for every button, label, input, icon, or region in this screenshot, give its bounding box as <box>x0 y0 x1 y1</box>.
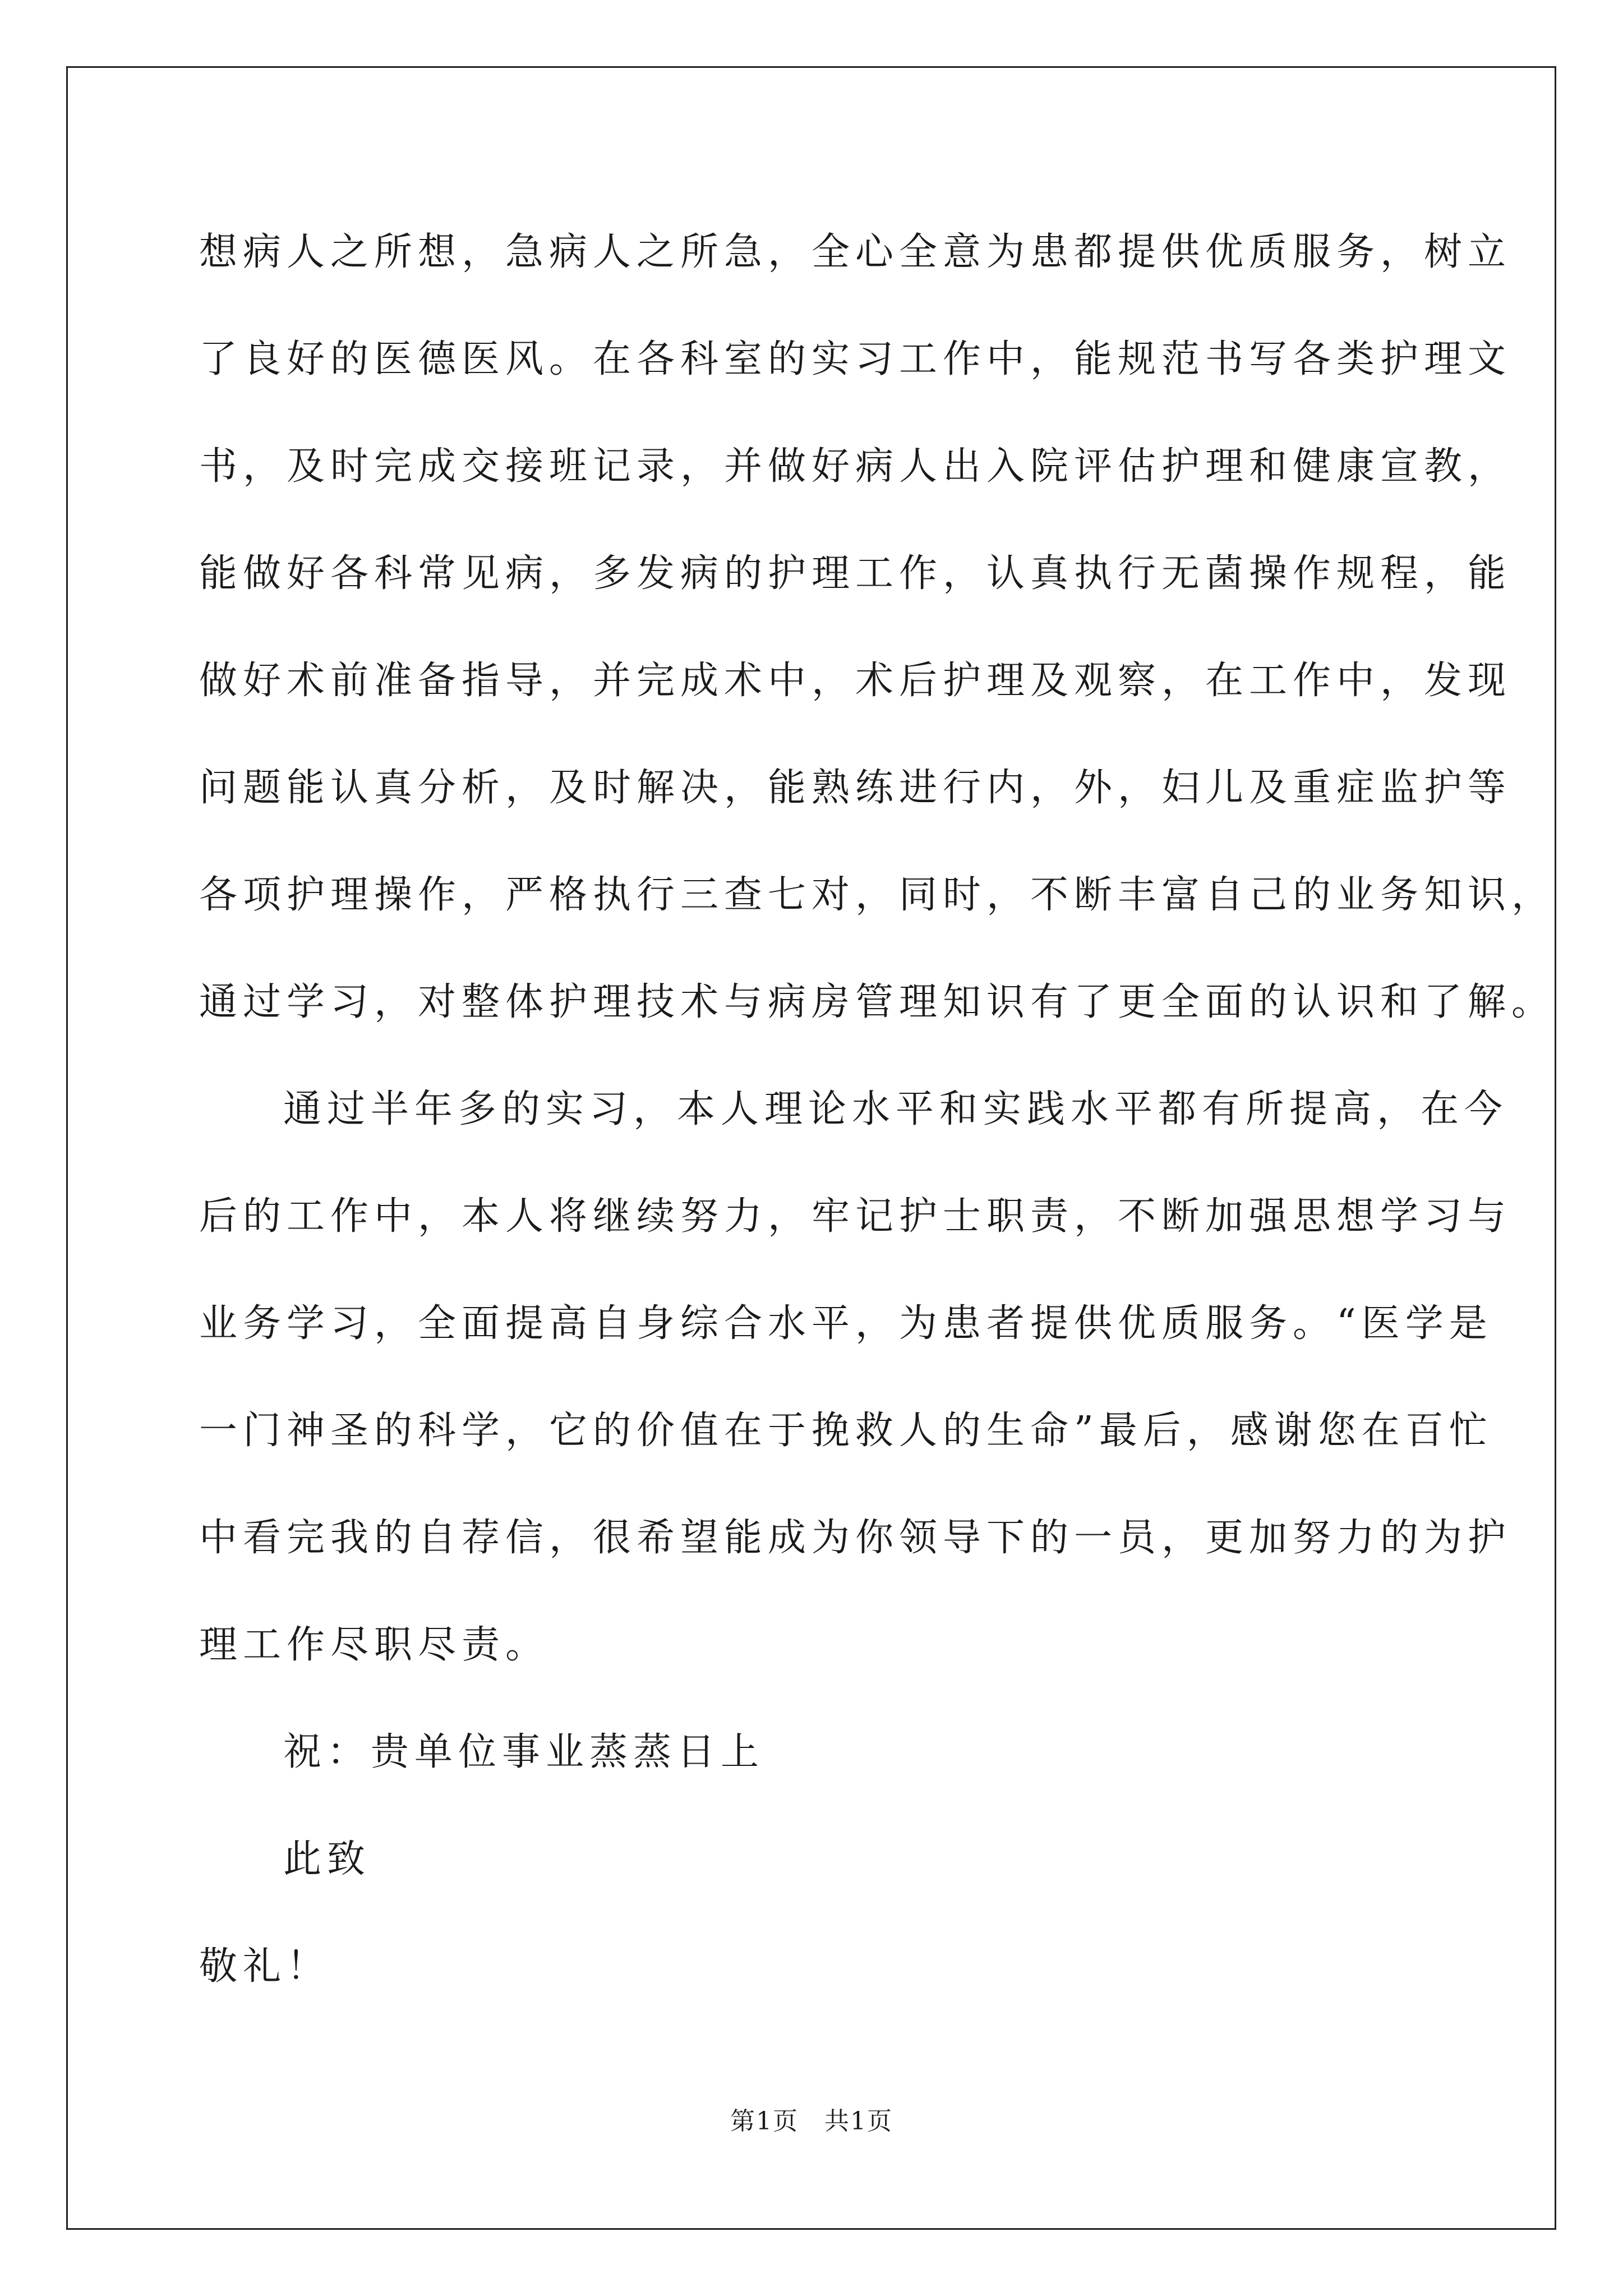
paragraph-2 <box>199 1076 1512 1719</box>
text-line: 书，及时完成交接班记录，并做好病人出入院评估护理和健康宣教， <box>199 444 1512 489</box>
text-line: 中看完我的自荐信，很希望能成为你领导下的一员，更加努力的为护 <box>199 1516 1512 1560</box>
text-line: 了良好的医德医风。在各科室的实习工作中，能规范书写各类护理文 <box>199 337 1512 381</box>
text-line: 想病人之所想，急病人之所急，全心全意为患都提供优质服务，树立 <box>199 230 1512 274</box>
text-line: 一门神圣的科学，它的价值在于挽救人的生命”最后，感谢您在百忙 <box>199 1409 1493 1453</box>
text-line: 通过学习，对整体护理技术与病房管理知识有了更全面的认识和了解。 <box>199 980 1556 1024</box>
text-line: 各项护理操作，严格执行三查七对，同时，不断丰富自己的业务知识， <box>199 873 1556 917</box>
text-line: 问题能认真分析，及时解决，能熟练进行内，外，妇儿及重症监护等 <box>199 766 1512 810</box>
page-footer: 第1页 共1页 <box>730 2107 893 2136</box>
text-line: 能做好各科常见病，多发病的护理工作，认真执行无菌操作规程，能 <box>199 551 1512 596</box>
paragraph-1 <box>199 219 1556 1076</box>
text-line: 理工作尽职尽责。 <box>199 1623 550 1667</box>
text-line: 业务学习，全面提高自身综合水平，为患者提供优质服务。“医学是 <box>199 1301 1493 1346</box>
text-line: 做好术前准备指导，并完成术中，术后护理及观察，在工作中，发现 <box>199 659 1512 703</box>
wish-line: 祝：贵单位事业蒸蒸日上 <box>283 1730 765 1774</box>
text-line: 后的工作中，本人将继续努力，牢记护士职责，不断加强思想学习与 <box>199 1194 1512 1239</box>
closing-line: 此致 <box>283 1837 371 1881</box>
salute-line: 敬礼！ <box>199 1944 331 1989</box>
document-body <box>199 219 1556 2040</box>
text-line: 通过半年多的实习，本人理论水平和实践水平都有所提高，在今 <box>283 1087 1509 1131</box>
